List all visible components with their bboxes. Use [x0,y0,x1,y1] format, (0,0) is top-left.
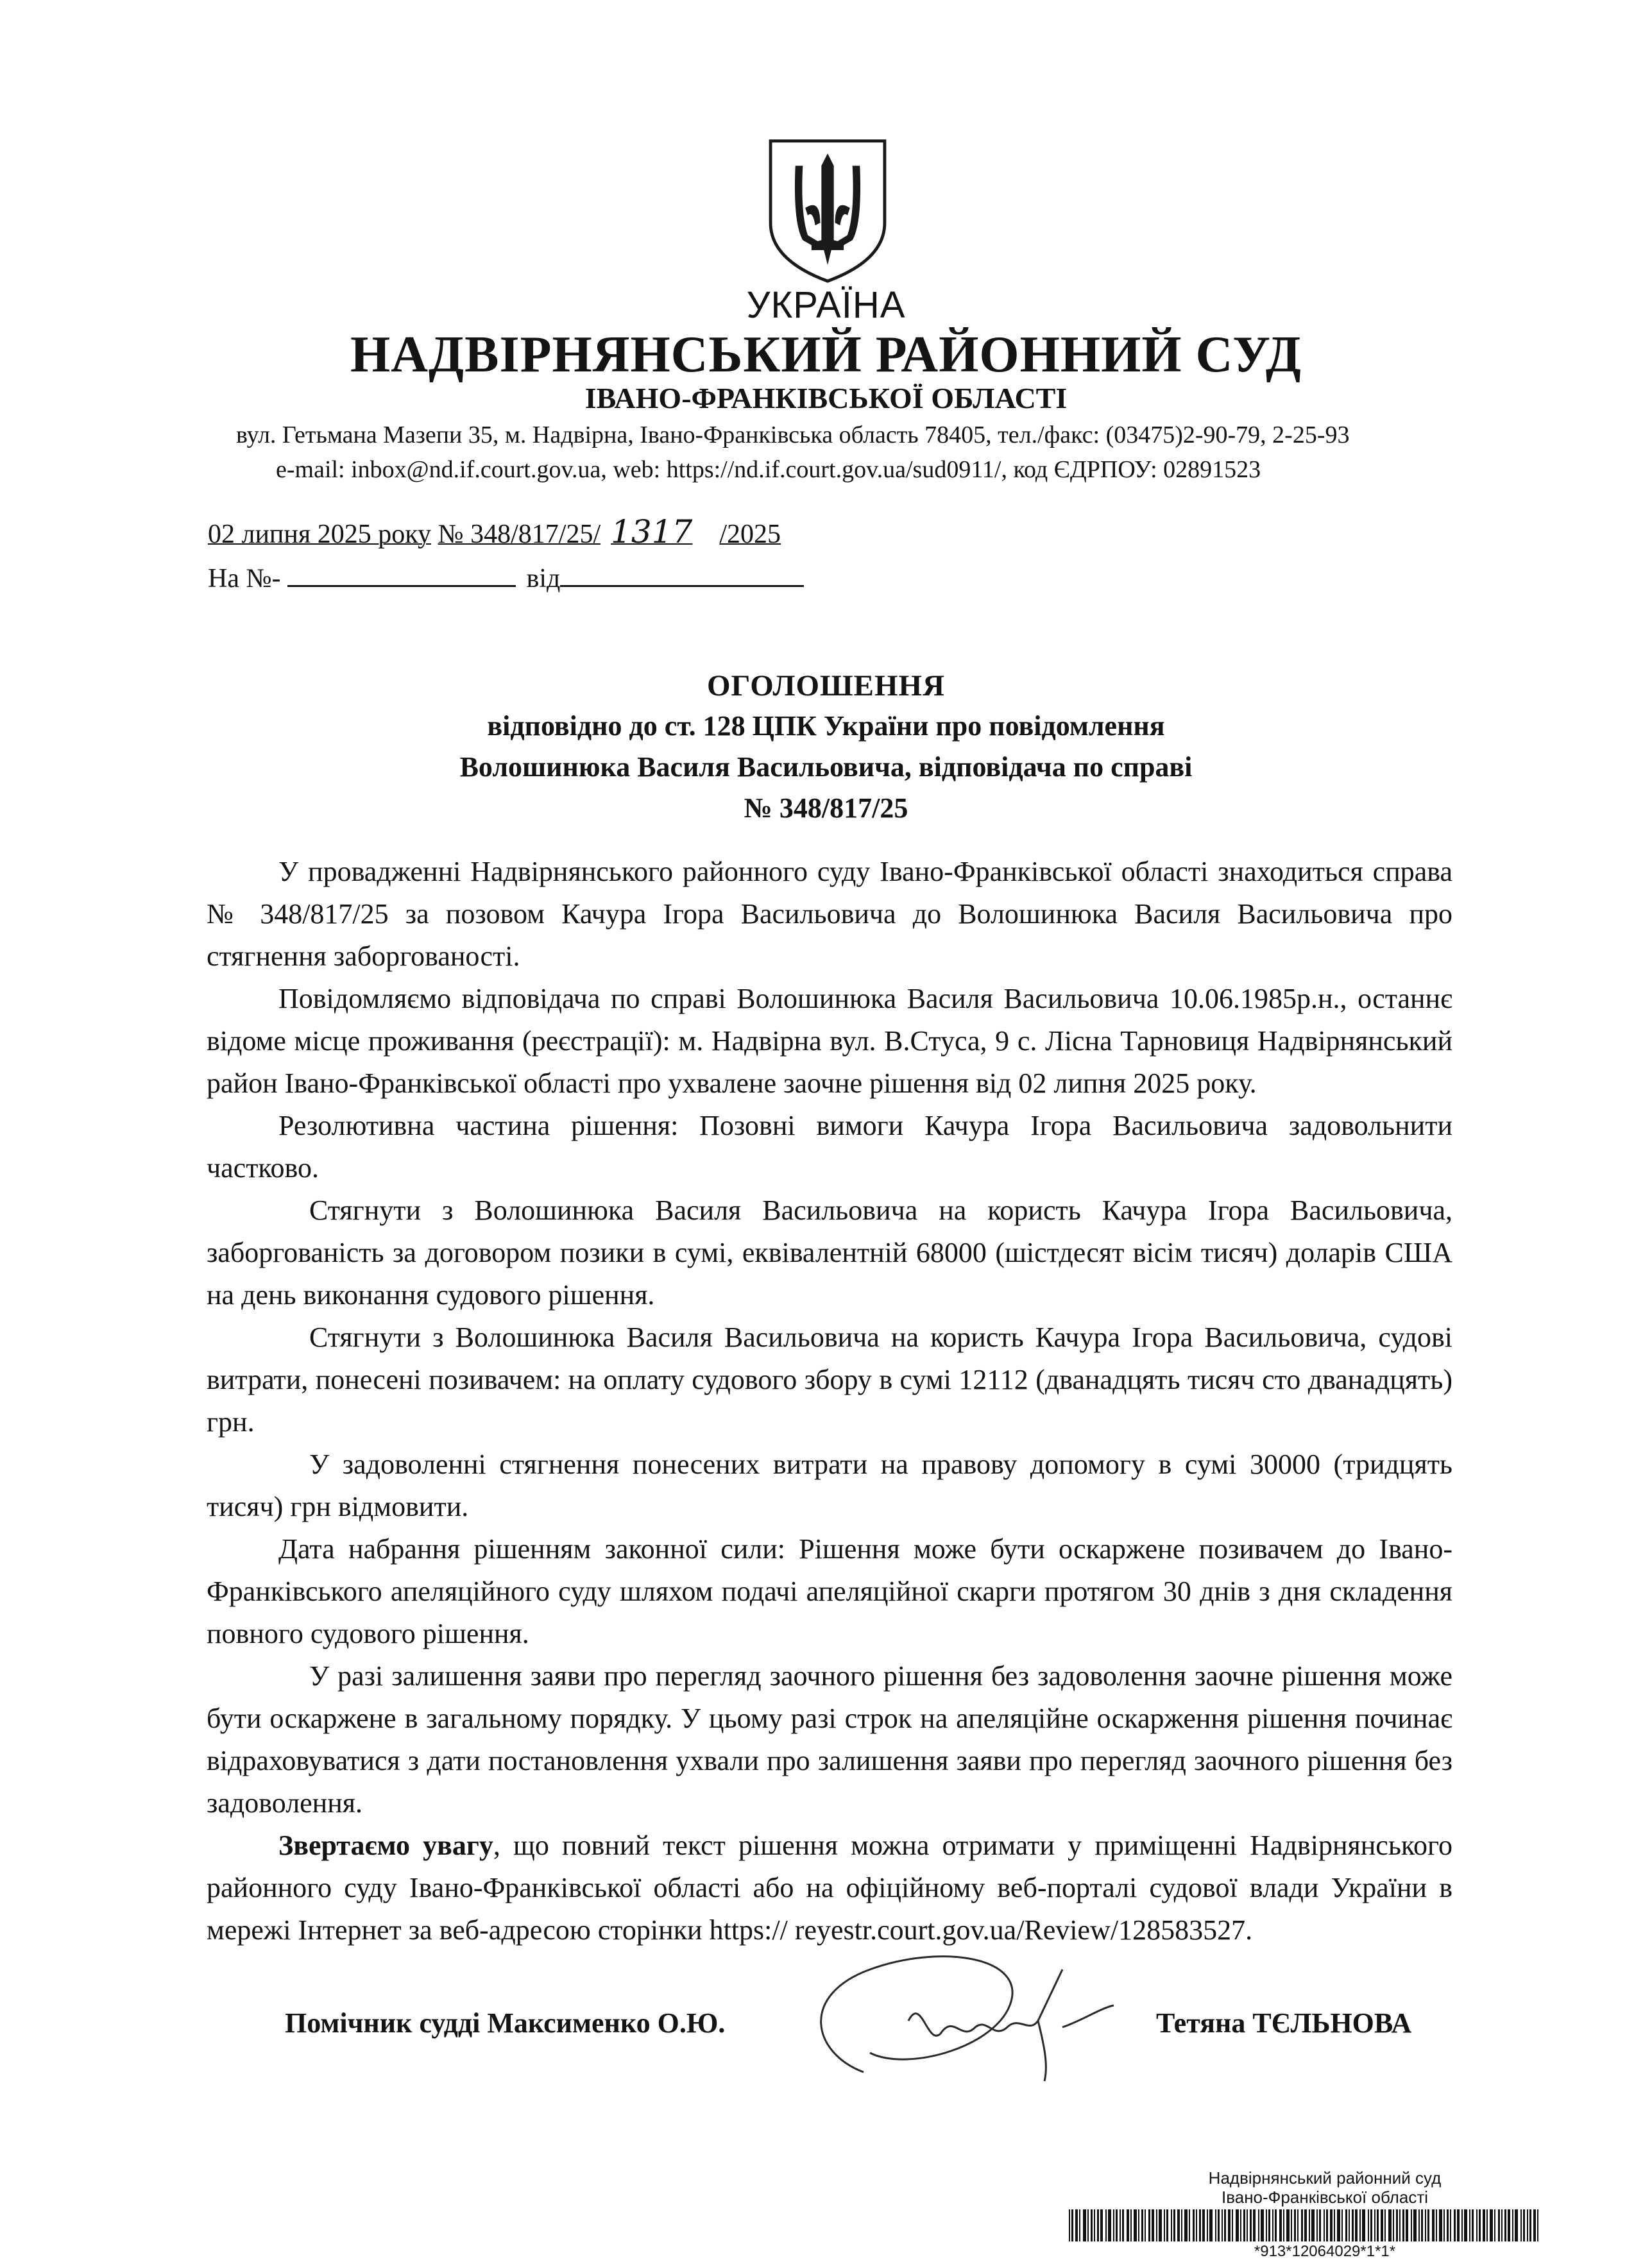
barcode-bar [1275,2209,1277,2241]
outgoing-reference [208,513,781,550]
barcode-bar [1393,2209,1394,2241]
court-address: вул. Гетьмана Мазепи 35, м. Надвірна, Івано-Франківська область 78405, тел./факс: (03475)2-90-79, 2-25-93 [236,421,1350,448]
barcode-bar [1215,2209,1216,2241]
barcode-bar [1476,2209,1477,2241]
barcode-bar [1253,2209,1256,2241]
barcode-bar [1483,2209,1485,2241]
barcode-bar [1527,2209,1528,2241]
barcode-bar [1181,2209,1182,2241]
barcode-bar [1279,2209,1282,2241]
barcode-bar [1425,2209,1426,2241]
barcode-bar [1141,2209,1143,2241]
barcode-bar [1396,2209,1398,2241]
barcode-bar [1268,2209,1270,2241]
notice-subtitle-1: відповідно до ст. 128 ЦПК України про повідомлення [487,710,1165,742]
reply-reference [208,561,804,594]
barcode-bar [1537,2209,1538,2241]
barcode-bar [1498,2209,1500,2241]
barcode-bar [1457,2209,1460,2241]
barcode-bar [1520,2209,1522,2241]
barcode-bar [1100,2209,1103,2241]
reply-number-blank [287,561,516,587]
barcode-bar [1232,2209,1233,2241]
paragraph-case-info: У провадженні Надвірнянського районного суду Івано-Франківської області знаходиться справа № 348/817/25 за позовом Качура Ігора Васильовича до Волошинюка Василя Васильовича про стягнення заборгованості. [207,856,1452,972]
barcode-bar [1127,2209,1129,2241]
outgoing-date: 02 липня 2025 року [208,520,432,549]
barcode-bar [1413,2209,1417,2241]
stamp-court-name: Надвірнянський районний суд [1208,2168,1442,2188]
barcode-bar [1504,2209,1506,2241]
reply-from-label: від [526,564,561,593]
paragraph-full-text-access [207,1824,1452,1952]
barcode-bar [1164,2209,1165,2241]
barcode-bar [1324,2209,1325,2241]
barcode-bar [1116,2209,1118,2241]
barcode-bar [1218,2209,1220,2241]
barcode-bar [1486,2209,1488,2241]
paragraph-defendant-notice: Повідомляємо відповідача по справі Волошинюка Василя Васильовича 10.06.1985р.н., останнє відоме місце проживання (реєстрації): м. Надвірна вул. В.Стуса, 9 с. Лісна Тарновиця Надвірнянський район Івано-Франківської області про ухвалене заочне рішення від 02 липня 2025 року. [207,983,1452,1099]
barcode-bar [1402,2209,1404,2241]
notice-title: ОГОЛОШЕННЯ [706,669,946,702]
barcode-bar [1309,2209,1310,2241]
barcode-bar [1341,2209,1343,2241]
barcode [1069,2209,1544,2241]
barcode-bar [1443,2209,1445,2241]
handwritten-signature [793,1944,1139,2091]
barcode-bar [1529,2209,1531,2241]
barcode-bar [1523,2209,1525,2241]
barcode-bar [1236,2209,1239,2241]
barcode-bar [1469,2209,1470,2241]
barcode-bar [1184,2209,1188,2241]
barcode-bar [1134,2209,1137,2241]
barcode-bar [1388,2209,1392,2241]
notice-subtitle-2: Волошинюка Василя Васильовича, відповідача по справі [459,751,1193,783]
barcode-bar [1250,2209,1252,2241]
barcode-bar [1304,2209,1307,2241]
outgoing-number-prefix: № 348/817/25/ [438,520,601,549]
barcode-bar [1533,2209,1536,2241]
barcode-bar [1508,2209,1510,2241]
barcode-bar [1156,2209,1157,2241]
barcode-bar [1209,2209,1213,2241]
barcode-number: *913*12064029*1*1* [1254,2243,1396,2260]
barcode-bar [1120,2209,1121,2241]
outgoing-number-suffix: /2025 [719,520,781,549]
barcode-bar [1464,2209,1467,2241]
barcode-bar [1266,2209,1267,2241]
barcode-bar [1418,2209,1420,2241]
barcode-bar [1105,2209,1107,2241]
barcode-bar [1330,2209,1333,2241]
barcode-bar [1207,2209,1208,2241]
barcode-bar [1240,2209,1241,2241]
signatory-name: Тетяна ТЄЛЬНОВА [1156,2007,1412,2039]
notice-body [207,851,1452,1952]
barcode-bar [1427,2209,1429,2241]
barcode-bar [1079,2209,1080,2241]
reply-date-blank [560,561,804,587]
barcode-bar [1069,2209,1070,2241]
barcode-bar [1108,2209,1111,2241]
barcode-bar [1071,2209,1073,2241]
court-contacts: e-mail: inbox@nd.if.court.gov.ua, web: https://nd.if.court.gov.ua/sud0911/, код ЄДРПОУ: 02891523 [276,456,1261,483]
coat-of-arms-emblem [765,136,890,285]
barcode-bar [1362,2209,1365,2241]
barcode-bar [1374,2209,1375,2241]
barcode-bar [1247,2209,1248,2241]
notice-subtitle-3: № 348/817/25 [744,792,908,824]
barcode-bar [1243,2209,1245,2241]
barcode-bar [1432,2209,1435,2241]
full-text-access-text: , що повний текст рішення можна отримати у приміщенні Надвірнянського районного суду Івано-Франківської області або на офіційному веб-порталі судової влади України в мережі Інтернет за веб-адресою сторінки https:// reyestr.court.gov.ua/Review/128583527. [207,1830,1452,1946]
barcode-bar [1152,2209,1154,2241]
barcode-bar [1345,2209,1347,2241]
barcode-bar [1291,2209,1292,2241]
barcode-bar [1447,2209,1449,2241]
barcode-bar [1421,2209,1423,2241]
barcode-bar [1494,2209,1495,2241]
barcode-bar [1091,2209,1093,2241]
barcode-bar [1450,2209,1451,2241]
paragraph-court-costs: Стягнути з Волошинюка Василя Васильовича на користь Качура Ігора Васильовича, судові витрати, понесені позивачем: на оплату судового збору в сумі 12112 (дванадцять тисяч сто дванадцять) грн. [207,1322,1452,1438]
barcode-bar [1316,2209,1318,2241]
barcode-bar [1177,2209,1180,2241]
barcode-bar [1297,2209,1299,2241]
barcode-bar [1189,2209,1190,2241]
barcode-bar [1193,2209,1195,2241]
barcode-bar [1352,2209,1354,2241]
barcode-bar [1173,2209,1175,2241]
barcode-bar [1461,2209,1463,2241]
stamp-court-region: Івано-Франківської області [1221,2188,1429,2207]
barcode-bar [1228,2209,1230,2241]
barcode-bar [1501,2209,1503,2241]
barcode-bar [1368,2209,1369,2241]
barcode-bar [1196,2209,1197,2241]
barcode-bar [1359,2209,1361,2241]
barcode-bar [1326,2209,1328,2241]
barcode-bar [1334,2209,1335,2241]
barcode-bar [1148,2209,1150,2241]
paragraph-appeal-procedure: У разі залишення заяви про перегляд заочного рішення без задоволення заочне рішення може бути оскаржене в загальному порядку. У цьому разі строк на апеляційне оскарження рішення починає відраховуватися з дати постановлення ухвали про залишення заяви про перегляд заочного рішення без задоволення. [207,1660,1452,1819]
barcode-bar [1171,2209,1172,2241]
barcode-bar [1075,2209,1078,2241]
barcode-bar [1319,2209,1321,2241]
barcode-bar [1083,2209,1086,2241]
barcode-bar [1261,2209,1264,2241]
barcode-bar [1381,2209,1383,2241]
barcode-bar [1490,2209,1493,2241]
barcode-bar [1439,2209,1442,2241]
barcode-bar [1515,2209,1518,2241]
barcode-bar [1283,2209,1284,2241]
barcode-bar [1130,2209,1132,2241]
reply-number-label: На №- [208,564,281,593]
barcode-bar [1272,2209,1273,2241]
barcode-bar [1202,2209,1205,2241]
signatory-position: Помічник судді Максименко О.Ю. [285,2007,726,2039]
barcode-bar [1301,2209,1303,2241]
barcode-bar [1122,2209,1124,2241]
barcode-bar [1138,2209,1139,2241]
barcode-bar [1411,2209,1412,2241]
barcode-bar [1406,2209,1408,2241]
barcode-bar [1199,2209,1201,2241]
barcode-bar [1472,2209,1474,2241]
barcode-bar [1224,2209,1226,2241]
barcode-bar [1436,2209,1437,2241]
barcode-bar [1258,2209,1259,2241]
barcode-bar [1370,2209,1372,2241]
outgoing-number-handwritten: 1317 [611,513,693,550]
country-name: УКРАЇНА [746,284,906,326]
barcode-bar [1337,2209,1340,2241]
barcode-bar [1286,2209,1290,2241]
barcode-bar [1222,2209,1223,2241]
barcode-bar [1087,2209,1089,2241]
paragraph-legal-aid-refusal: У задоволенні стягнення понесених витрати на правову допомогу в сумі 30000 (тридцять тисяч) грн відмовити. [207,1449,1452,1522]
barcode-bar [1512,2209,1513,2241]
barcode-bar [1094,2209,1095,2241]
barcode-bar [1349,2209,1350,2241]
barcode-bar [1454,2209,1456,2241]
barcode-bar [1384,2209,1386,2241]
barcode-bar [1113,2209,1114,2241]
barcode-bar [1399,2209,1401,2241]
barcode-bar [1377,2209,1379,2241]
paragraph-operative-part: Резолютивна частина рішення: Позовні вимоги Качура Ігора Васильовича задовольнити частково. [207,1110,1452,1184]
barcode-bar [1311,2209,1315,2241]
paragraph-debt-recovery: Стягнути з Волошинюка Василя Васильовича на користь Качура Ігора Васильовича, заборгованість за договором позики в сумі, еквівалентній 68000 (шістдесят вісім тисяч) доларів США на день виконання судового рішення. [207,1195,1452,1311]
barcode-bar [1294,2209,1296,2241]
barcode-bar [1159,2209,1162,2241]
paragraph-entry-into-force: Дата набрання рішенням законної сили: Рішення може бути оскаржене позивачем до Івано-Франківського апеляційного суду шляхом подачі апеляційної скарги протягом 30 днів з дня складення повного судового рішення. [207,1533,1452,1649]
barcode-bar [1166,2209,1168,2241]
court-name: НАДВІРНЯНСЬКИЙ РАЙОННИЙ СУД [350,327,1302,383]
barcode-bar [1479,2209,1481,2241]
attention-label: Звертаємо увагу [278,1830,493,1861]
barcode-bar [1145,2209,1146,2241]
court-region: ІВАНО-ФРАНКІВСЬКОЇ ОБЛАСТІ [584,382,1068,414]
barcode-bar [1355,2209,1358,2241]
barcode-bar [1097,2209,1099,2241]
